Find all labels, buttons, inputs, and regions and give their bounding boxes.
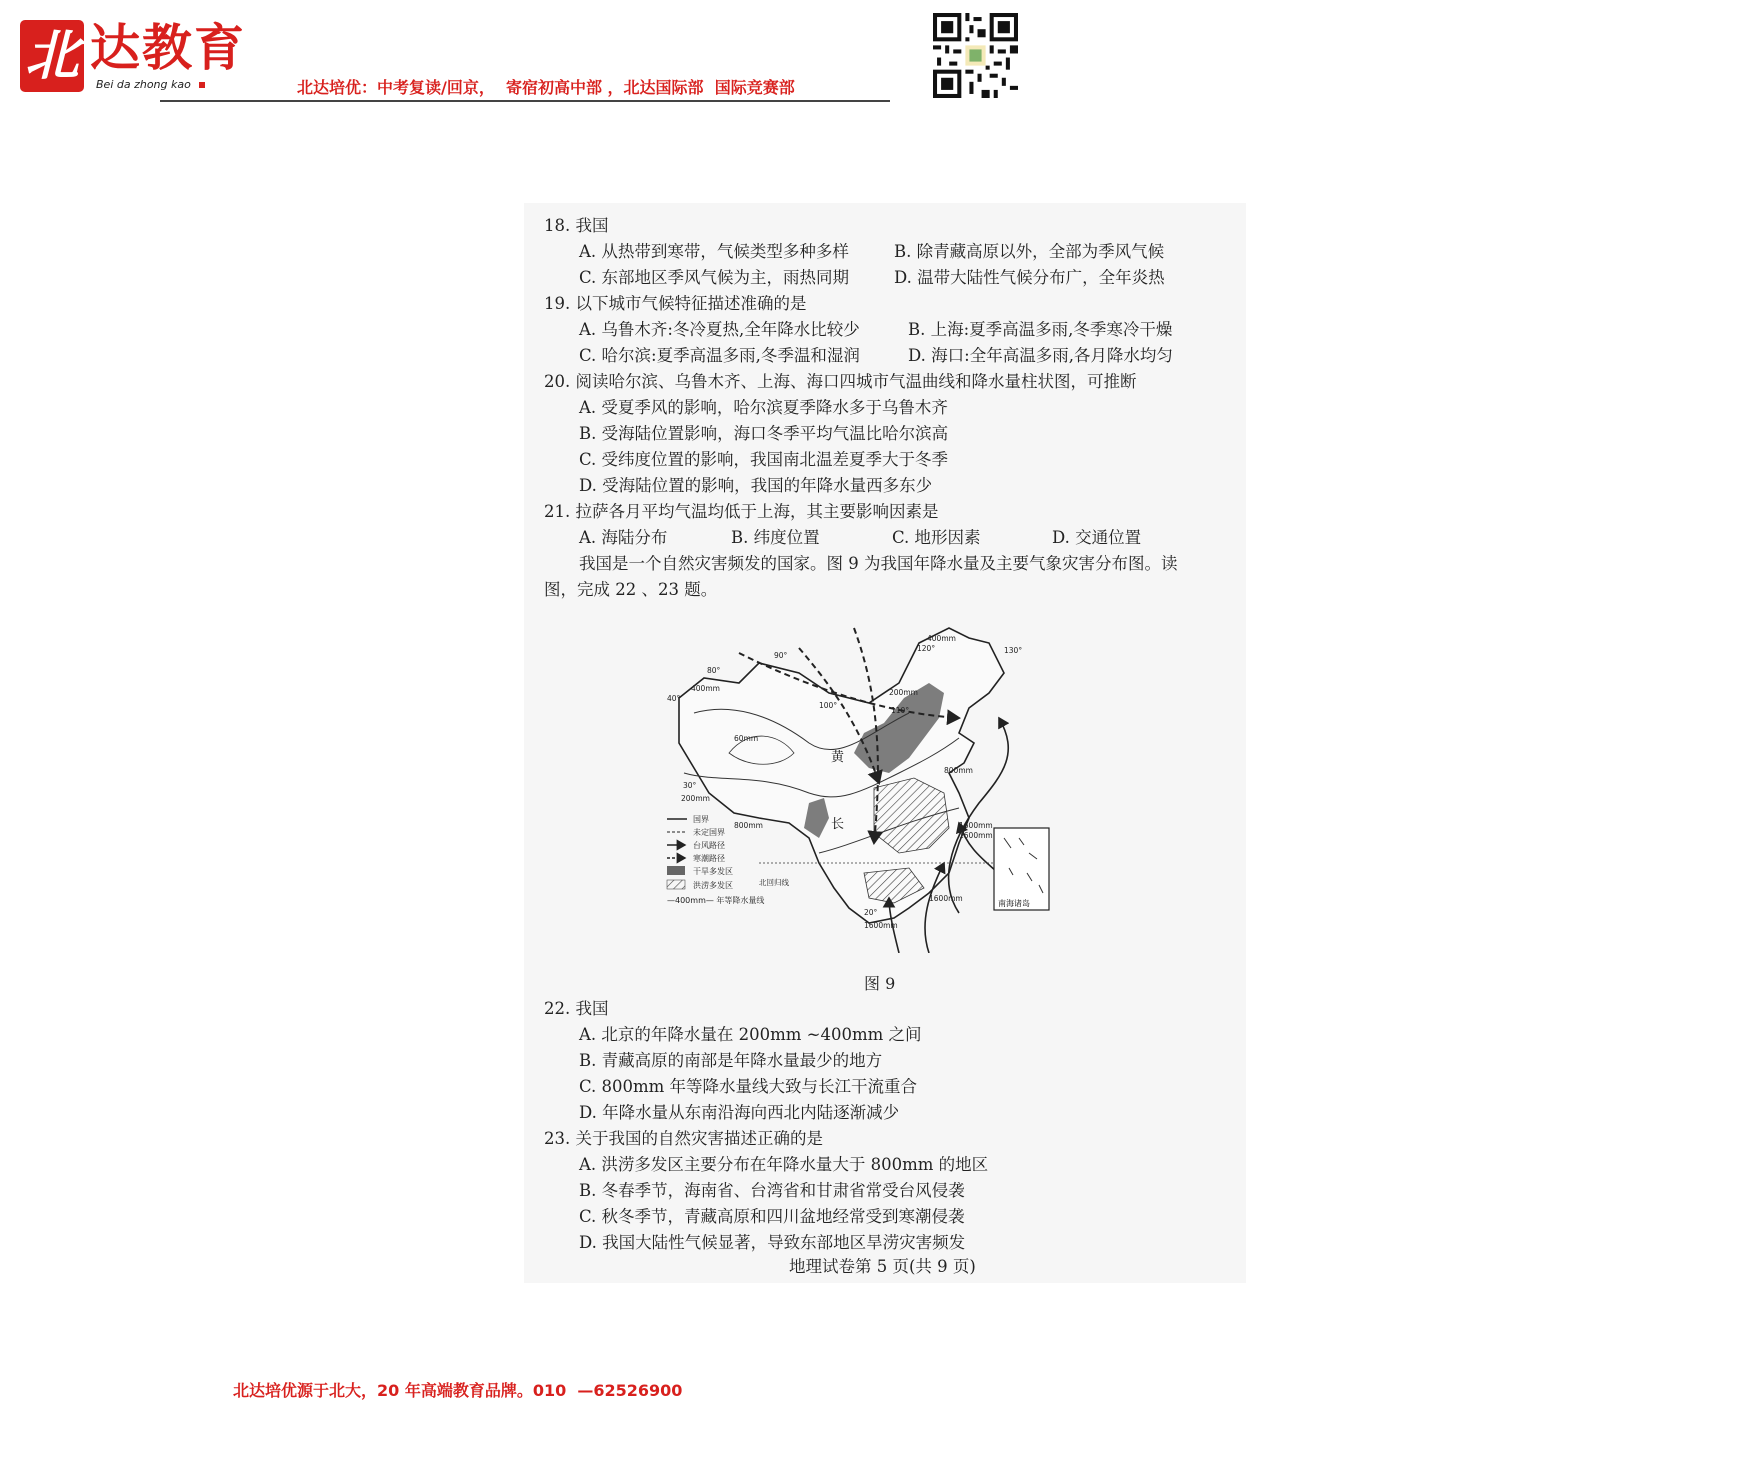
legend-typhoon: 台风路径 [693, 841, 725, 850]
question-20-option-c: C. 受纬度位置的影响，我国南北温差夏季大于冬季 [579, 450, 949, 469]
legend-flood: 洪涝多发区 [693, 881, 733, 890]
question-23-option-b: B. 冬春季节，海南省、台湾省和甘肃省常受台风侵袭 [579, 1181, 965, 1200]
yellow-river-label: 黄 [831, 750, 845, 765]
coordinate-label: 90° [774, 651, 788, 660]
question-18-option-c: C. 东部地区季风气候为主，雨热同期 [579, 268, 850, 287]
isohyet-label: 1600mm [864, 921, 898, 930]
question-22-stem: 22. 我国 [544, 999, 609, 1018]
question-19-option-c: C. 哈尔滨:夏季高温多雨,冬季温和湿润 [579, 346, 860, 365]
isohyet-label: 800mm [734, 821, 763, 830]
coordinate-label: 80° [707, 666, 721, 675]
question-21-option-a: A. 海陆分布 [579, 528, 668, 547]
isohyet-label: 400mm [927, 634, 956, 643]
header-slogan: 北达培优：中考复读/回京， 寄宿初高中部 ，北达国际部 国际竞赛部 [297, 78, 795, 97]
question-18-option-d: D. 温带大陆性气候分布广，全年炎热 [894, 268, 1165, 287]
question-22-option-d: D. 年降水量从东南沿海向西北内陆逐渐减少 [579, 1103, 900, 1122]
question-20-stem: 20. 阅读哈尔滨、乌鲁木齐、上海、海口四城市气温曲线和降水量柱状图，可推断 [544, 372, 1137, 391]
coordinate-label: 20° [864, 908, 878, 917]
question-22-option-a: A. 北京的年降水量在 200mm ~400mm 之间 [579, 1025, 922, 1044]
coordinate-label: 30° [683, 781, 697, 790]
question-23-option-d: D. 我国大陆性气候显著，导致东部地区旱涝灾害频发 [579, 1233, 966, 1252]
header-divider [160, 100, 890, 102]
intro-text-line-1: 我国是一个自然灾害频发的国家。图 9 为我国年降水量及主要气象灾害分布图。读 [579, 554, 1178, 573]
question-20-option-b: B. 受海陆位置影响，海口冬季平均气温比哈尔滨高 [579, 424, 949, 443]
tropic-label: 北回归线 [759, 878, 789, 887]
footer-contact-note: 北达培优源于北大，20 年高端教育品牌。010 —62526900 [233, 1381, 683, 1400]
question-21-option-b: B. 纬度位置 [731, 528, 820, 547]
question-22-option-b: B. 青藏高原的南部是年降水量最少的地方 [579, 1051, 883, 1070]
legend-drought: 干旱多发区 [693, 867, 733, 876]
question-21-option-c: C. 地形因素 [892, 528, 981, 547]
question-23-option-a: A. 洪涝多发区主要分布在年降水量大于 800mm 的地区 [579, 1155, 989, 1174]
china-outline [679, 628, 1004, 923]
legend-isohyet: —400mm— 年等降水量线 [667, 896, 765, 905]
question-23-option-c: C. 秋冬季节，青藏高原和四川盆地经常受到寒潮侵袭 [579, 1207, 965, 1226]
south-china-sea-inset [994, 828, 1049, 910]
figure-caption: 图 9 [864, 974, 896, 993]
question-20-option-a: A. 受夏季风的影响，哈尔滨夏季降水多于乌鲁木齐 [579, 398, 948, 417]
isohyet-label: 200mm [889, 688, 918, 697]
isohyet-label: 1600mm [929, 894, 963, 903]
legend-cold-wave: 寒潮路径 [693, 854, 725, 863]
coordinate-label: 40° [667, 694, 681, 703]
question-18-option-b: B. 除青藏高原以外，全部为季风气候 [894, 242, 1165, 261]
question-21-stem: 21. 拉萨各月平均气温均低于上海，其主要影响因素是 [544, 502, 939, 521]
question-23-stem: 23. 关于我国的自然灾害描述正确的是 [544, 1129, 823, 1148]
legend-border: 国界 [693, 815, 709, 824]
question-19-option-a: A. 乌鲁木齐:冬冷夏热,全年降水比较少 [579, 320, 860, 339]
question-20-option-d: D. 受海陆位置的影响，我国的年降水量西多东少 [579, 476, 933, 495]
isohyet-label: 1600mm [959, 831, 993, 840]
coordinate-label: 110° [891, 706, 910, 715]
coordinate-label: 120° [917, 644, 936, 653]
question-19-option-b: B. 上海:夏季高温多雨,冬季寒冷干燥 [908, 320, 1173, 339]
qr-code-icon [933, 13, 1018, 98]
question-18-stem: 18. 我国 [544, 216, 609, 235]
isohyet-label: 60mm [734, 734, 759, 743]
logo-name: 达教育 [90, 18, 246, 77]
isohyet-label: 400mm [691, 684, 720, 693]
isohyet-label: 1600mm [959, 821, 993, 830]
intro-text-line-2: 图，完成 22 、23 题。 [544, 580, 718, 599]
china-precipitation-disaster-map [659, 623, 1104, 953]
question-19-stem: 19. 以下城市气候特征描述准确的是 [544, 294, 807, 313]
logo-pinyin: Bei da zhong kao [96, 78, 205, 91]
coordinate-label: 100° [819, 701, 838, 710]
question-18-option-a: A. 从热带到寒带，气候类型多种多样 [579, 242, 849, 261]
isohyet-label: 200mm [681, 794, 710, 803]
yangtze-river-label: 长 [831, 817, 845, 832]
question-21-option-d: D. 交通位置 [1052, 528, 1142, 547]
legend-undefined-border: 未定国界 [693, 828, 725, 837]
exam-page [524, 203, 1246, 1283]
page-number-footer: 地理试卷第 5 页(共 9 页) [789, 1257, 976, 1276]
question-22-option-c: C. 800mm 年等降水量线大致与长江干流重合 [579, 1077, 918, 1096]
question-19-option-d: D. 海口:全年高温多雨,各月降水均匀 [908, 346, 1173, 365]
inset-label: 南海诸岛 [998, 899, 1030, 908]
isohyet-label: 800mm [944, 766, 973, 775]
logo-mark: 北 [20, 20, 84, 92]
coordinate-label: 130° [1004, 646, 1023, 655]
